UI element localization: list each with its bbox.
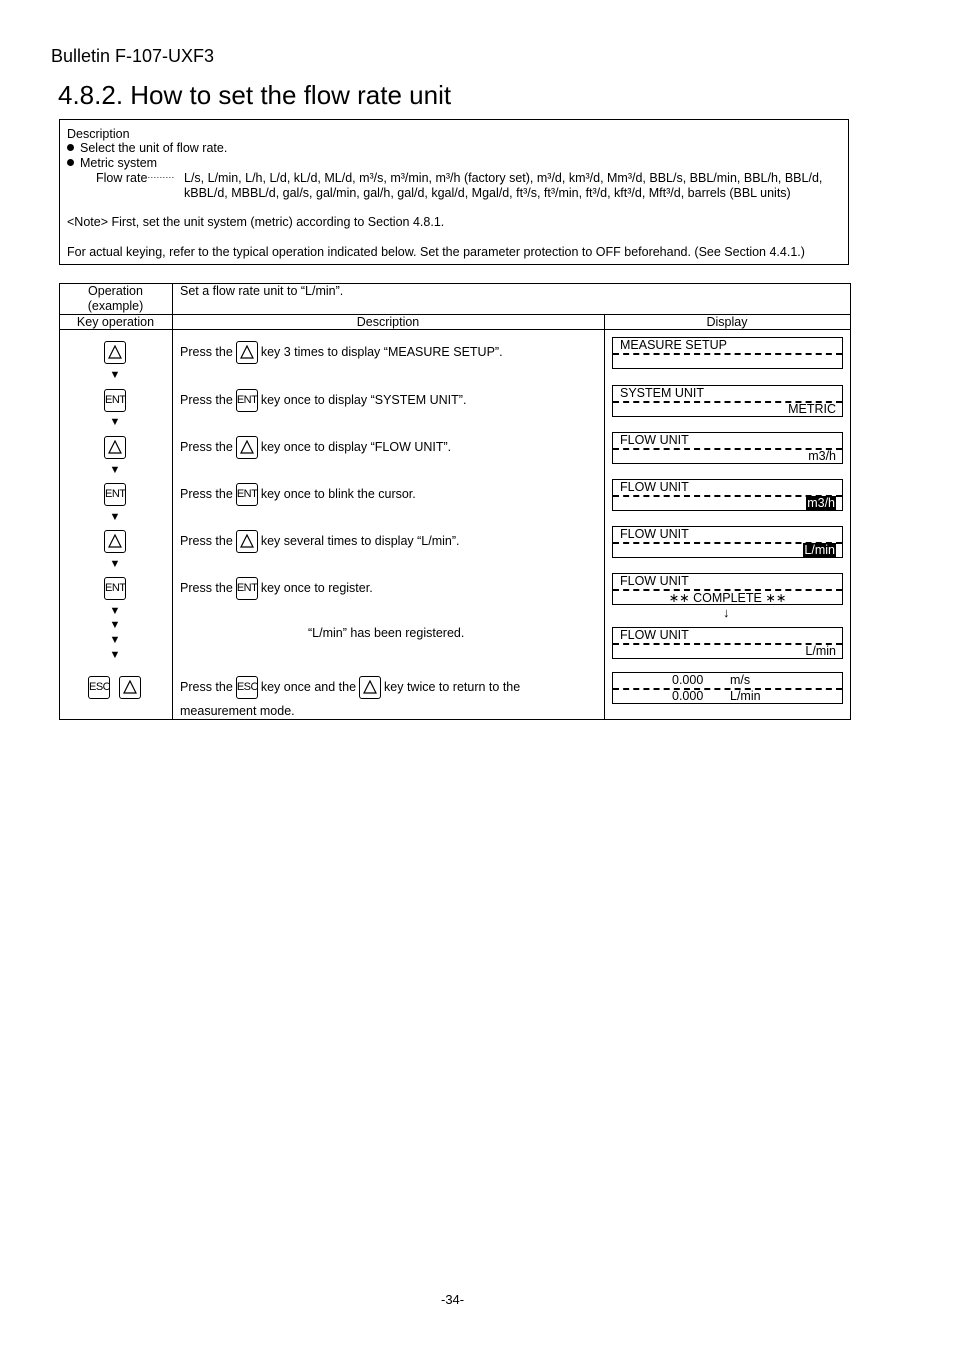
up-key-icon[interactable]: [119, 676, 141, 699]
units-line-2: kBBL/d, MBBL/d, gal/s, gal/min, gal/h, gal/d, kgal/d, Mgal/d, ft³/s, ft³/min, ft³/d, kft³/d, Mft³/d, barrels (BBL units): [184, 186, 791, 200]
lcd-display: MEASURE SETUP: [612, 337, 843, 369]
down-arrow-icon: ▼: [109, 619, 121, 631]
lcd-display-measurement: 0.000 m/s 0.000 L/min: [612, 672, 843, 704]
down-arrow-icon: ▼: [109, 558, 121, 570]
esc-key[interactable]: ESC: [236, 676, 258, 699]
operation-label: Operation: [88, 284, 143, 298]
blinking-cursor: L/min: [804, 543, 835, 557]
down-arrow-icon: ▼: [109, 464, 121, 476]
blinking-cursor: m3/h: [807, 496, 835, 510]
up-key-icon[interactable]: [236, 530, 258, 553]
bullet-icon: [67, 144, 74, 151]
step-description-cont: measurement mode.: [180, 704, 295, 718]
step-description: Press the ENT key once to register.: [180, 577, 373, 600]
col-header-description: Description: [356, 315, 420, 329]
up-key-icon[interactable]: [359, 676, 381, 699]
operation-table: [59, 283, 851, 720]
up-key-icon[interactable]: [104, 530, 126, 553]
step-description: Press the key once to display “FLOW UNIT”.: [180, 436, 451, 459]
step-description: Press the key 3 times to display “MEASURE SETUP”.: [180, 341, 503, 364]
col-header-display: Display: [706, 315, 748, 329]
operation-label-example: (example): [87, 299, 144, 313]
ent-key[interactable]: ENT: [236, 483, 258, 506]
lcd-display: FLOW UNIT L/min: [612, 627, 843, 659]
lcd-display: FLOW UNIT m3/h: [612, 479, 843, 511]
bulletin-number: Bulletin F-107-UXF3: [51, 46, 215, 66]
bullet-item: Select the unit of flow rate.: [67, 141, 227, 155]
down-arrow-icon: ▼: [109, 369, 121, 381]
ent-key[interactable]: ENT: [236, 577, 258, 600]
up-key-icon[interactable]: [104, 341, 126, 364]
col-header-key: Key operation: [76, 315, 155, 329]
flow-rate-label: Flow rate·········: [96, 171, 175, 185]
ent-key[interactable]: ENT: [104, 389, 126, 412]
step-description: Press the ESC key once and the key twice to return to the: [180, 676, 520, 699]
down-arrow-icon: ↓: [723, 605, 730, 620]
units-line-1: L/s, L/min, L/h, L/d, kL/d, ML/d, m³/s, m³/min, m³/h (factory set), m³/d, km³/d, Mm³/d, BBL/s, BBL/min, BBL/h, BBL/d,: [184, 171, 823, 185]
down-arrow-icon: ▼: [109, 649, 121, 661]
esc-key[interactable]: ESC: [88, 676, 110, 699]
bullet-icon: [67, 159, 74, 166]
lcd-display: FLOW UNIT L/min: [612, 526, 843, 558]
ent-key[interactable]: ENT: [104, 483, 126, 506]
up-key-icon[interactable]: [236, 436, 258, 459]
description-label: Description: [67, 127, 130, 141]
up-key-icon[interactable]: [236, 341, 258, 364]
down-arrow-icon: ▼: [109, 511, 121, 523]
lcd-display: FLOW UNIT m3/h: [612, 432, 843, 464]
page-number: -34-: [441, 1292, 465, 1307]
step-description: Press the ENT key once to display “SYSTEM UNIT”.: [180, 389, 466, 412]
lcd-display: SYSTEM UNIT METRIC: [612, 385, 843, 417]
step-description: Press the ENT key once to blink the cursor.: [180, 483, 416, 506]
down-arrow-icon: ▼: [109, 605, 121, 617]
description-box: [59, 119, 849, 265]
up-key-icon[interactable]: [104, 436, 126, 459]
ent-key[interactable]: ENT: [236, 389, 258, 412]
down-arrow-icon: ▼: [109, 634, 121, 646]
step-description: Press the key several times to display “L/min”.: [180, 530, 460, 553]
ent-key[interactable]: ENT: [104, 577, 126, 600]
section-title: 4.8.2. How to set the flow rate unit: [58, 80, 452, 110]
down-arrow-icon: ▼: [109, 416, 121, 428]
bullet-item: Metric system: [67, 156, 157, 170]
operation-text: Set a flow rate unit to “L/min”.: [180, 284, 344, 298]
note-text: <Note> First, set the unit system (metric) according to Section 4.8.1.: [67, 215, 445, 229]
step-description: “L/min” has been registered.: [308, 626, 465, 640]
keying-text: For actual keying, refer to the typical operation indicated below. Set the parameter protection to OFF beforehand. (See Section 4.4.1.): [67, 245, 805, 259]
lcd-display: FLOW UNIT ∗∗ COMPLETE ∗∗: [612, 573, 843, 605]
